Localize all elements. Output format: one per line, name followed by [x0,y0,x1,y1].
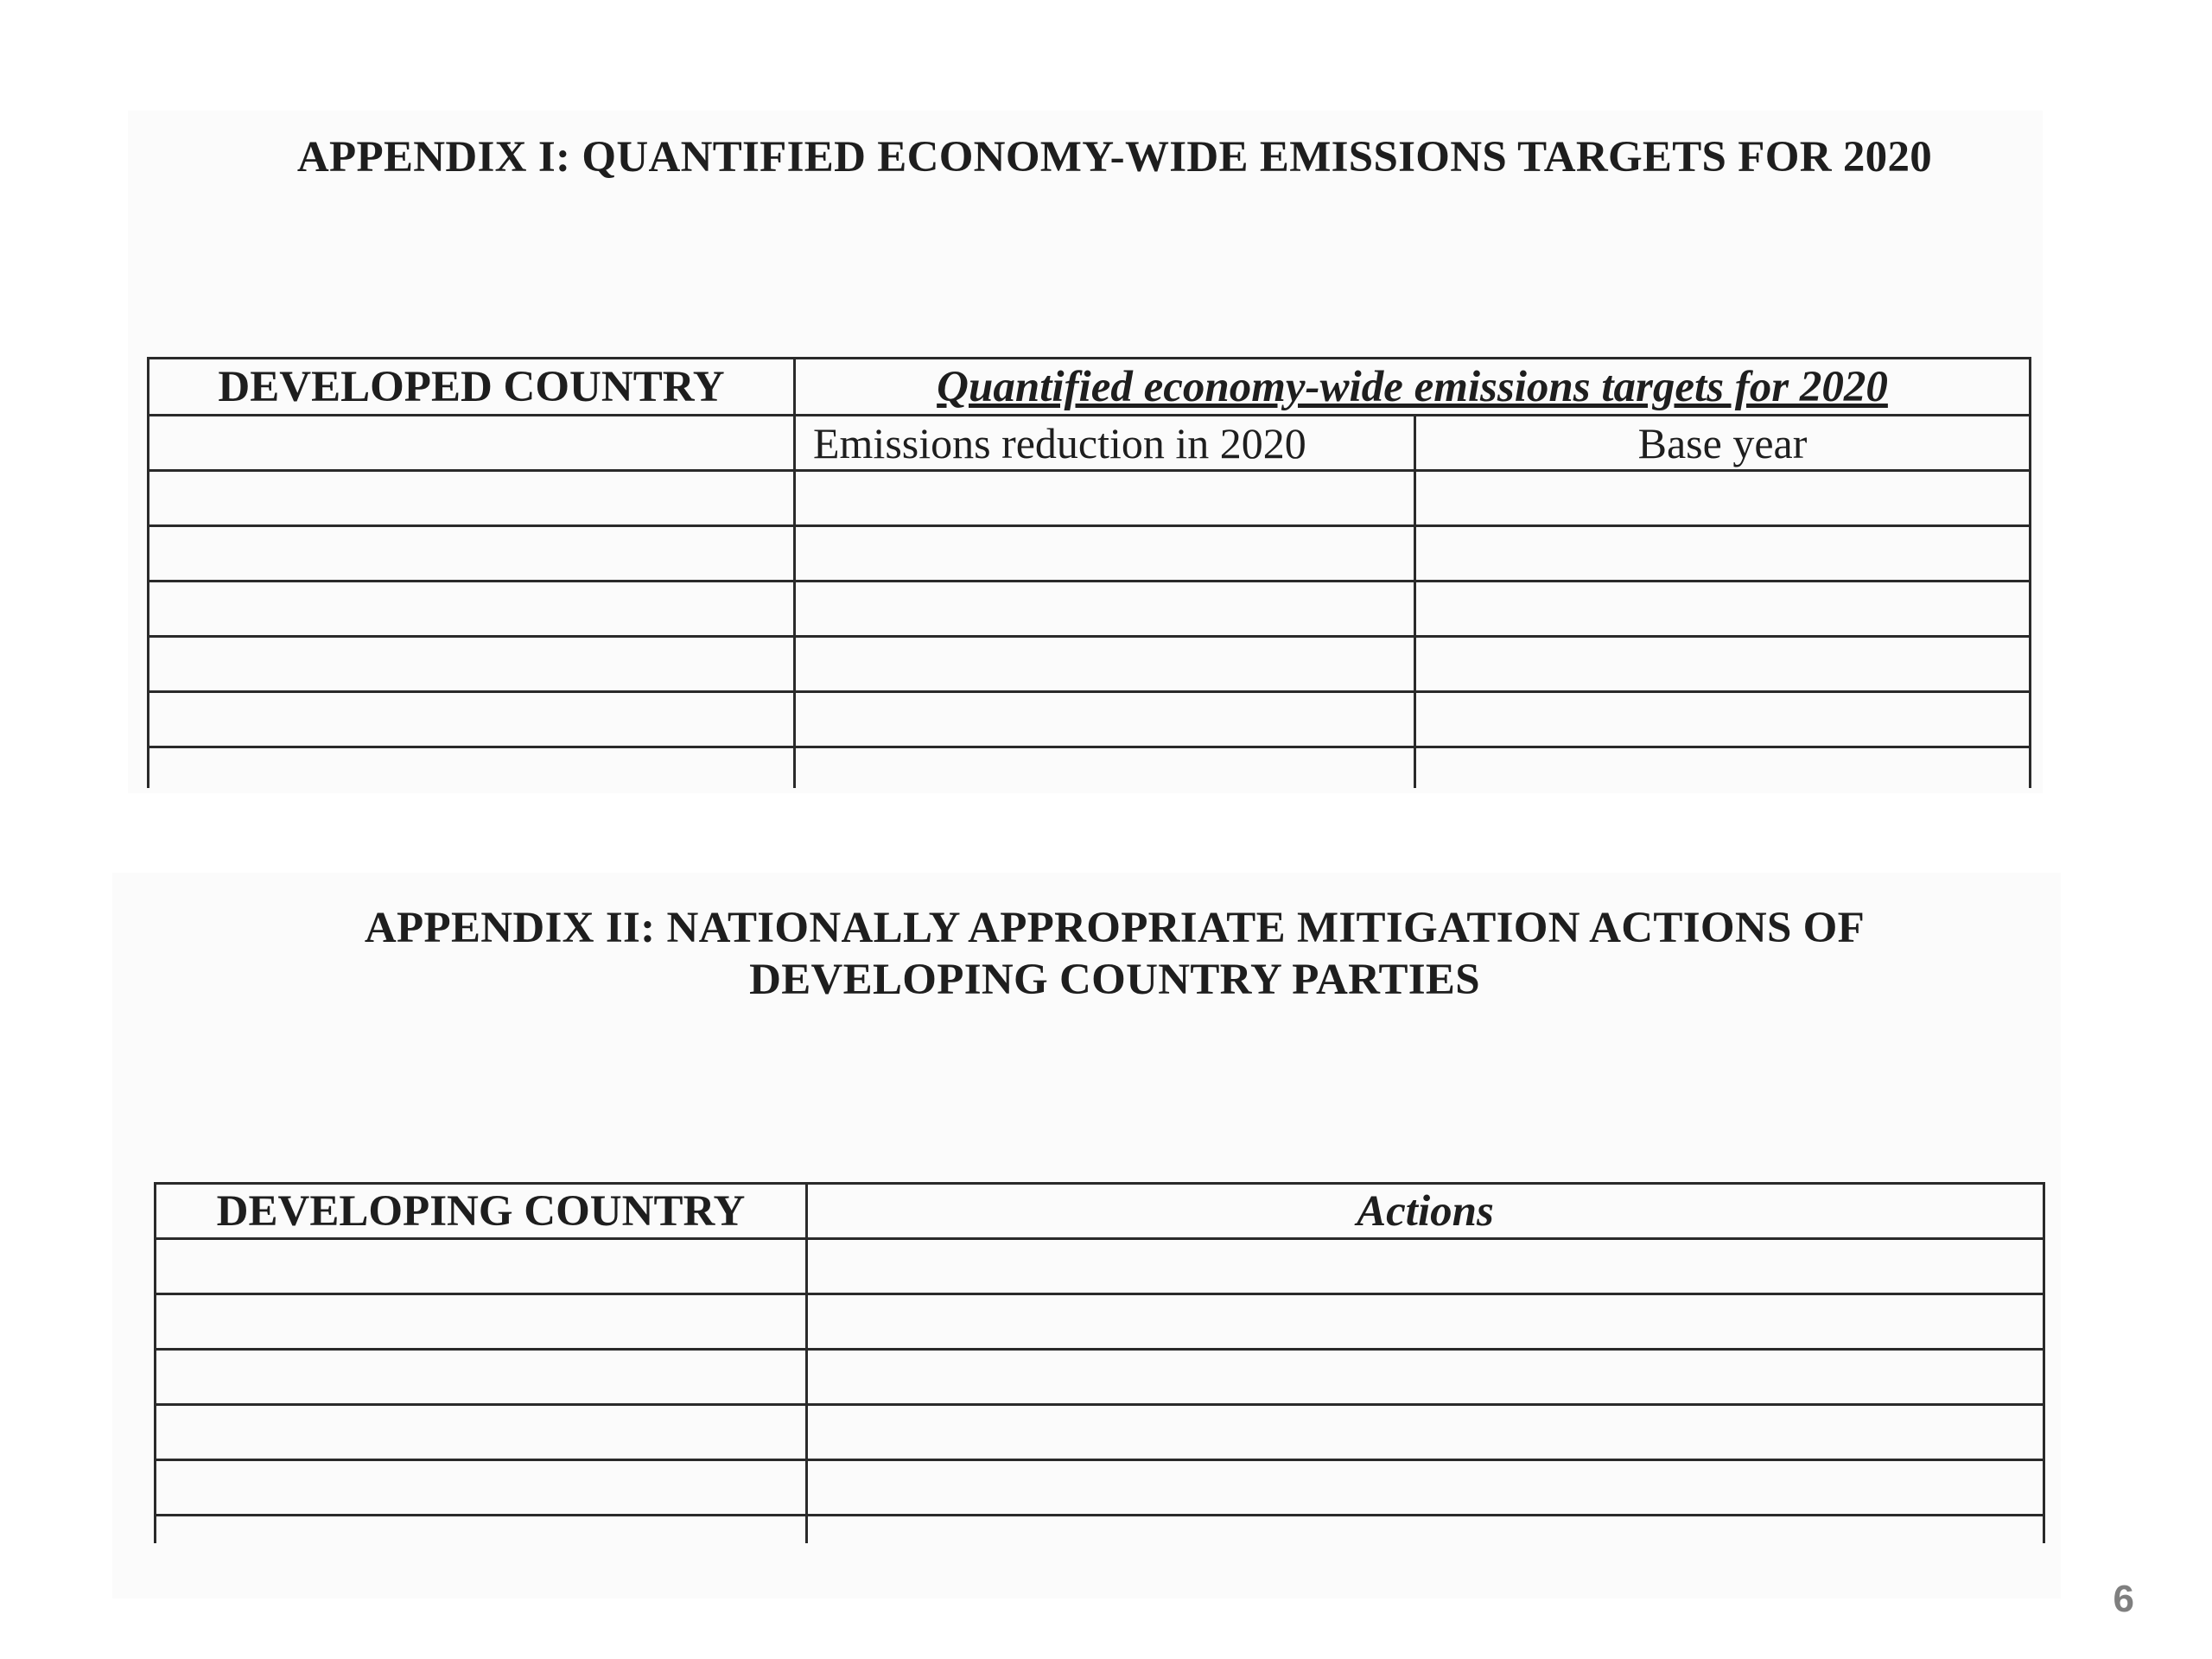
empty-cell [795,582,1415,637]
appendix-2-title-line-2: DEVELOPING COUNTRY PARTIES [749,956,1480,1004]
table-row [149,471,2031,526]
empty-cell [156,1460,807,1516]
empty-cell [1415,747,2031,788]
header-developing-country: DEVELOPING COUNTRY [156,1184,807,1239]
empty-cell [149,692,795,747]
empty-cell [807,1294,2044,1350]
empty-cell [795,747,1415,788]
empty-cell [1415,526,2031,582]
empty-cell [1415,582,2031,637]
empty-cell [149,747,795,788]
empty-cell [149,416,795,471]
table-row [149,747,2031,788]
header-actions: Actions [807,1184,2044,1239]
page-number: 6 [2113,1578,2134,1620]
appendix-2-title-line-1: APPENDIX II: NATIONALLY APPROPRIATE MITIGATION ACTIONS OF [364,904,1866,952]
empty-cell [156,1350,807,1405]
table-row [156,1294,2044,1350]
appendix-1-title: APPENDIX I: QUANTIFIED ECONOMY-WIDE EMISSIONS TARGETS FOR 2020 [296,133,1933,181]
table-header-row [156,1184,2044,1239]
developed-country-targets-table [147,357,2031,788]
empty-cell [156,1294,807,1350]
empty-cell [156,1239,807,1294]
empty-cell [795,637,1415,692]
subheader-base-year: Base year [1415,416,2031,471]
table-subheader-row [149,416,2031,471]
empty-cell [149,471,795,526]
table-row [156,1350,2044,1405]
subheader-emissions-reduction: Emissions reduction in 2020 [795,416,1415,471]
appendix-2-title [199,902,2031,1006]
table-row [149,692,2031,747]
header-developed-country: DEVELOPED COUNTRY [149,359,795,416]
empty-cell [795,692,1415,747]
table-row [156,1460,2044,1516]
table-row [149,637,2031,692]
empty-cell [795,471,1415,526]
header-quantified-targets: Quantified economy-wide emissions targets for 2020 [795,359,2031,416]
empty-cell [1415,471,2031,526]
table-row [149,582,2031,637]
empty-cell [156,1405,807,1460]
empty-cell [156,1516,807,1543]
table-row [149,526,2031,582]
empty-cell [149,526,795,582]
table-row [156,1516,2044,1543]
empty-cell [1415,637,2031,692]
table-header-row [149,359,2031,416]
empty-cell [795,526,1415,582]
empty-cell [807,1516,2044,1543]
empty-cell [149,582,795,637]
empty-cell [807,1350,2044,1405]
empty-cell [807,1239,2044,1294]
developing-country-actions-table [154,1182,2045,1543]
table-row [156,1239,2044,1294]
empty-cell [807,1405,2044,1460]
empty-cell [807,1460,2044,1516]
empty-cell [149,637,795,692]
table-row [156,1405,2044,1460]
empty-cell [1415,692,2031,747]
